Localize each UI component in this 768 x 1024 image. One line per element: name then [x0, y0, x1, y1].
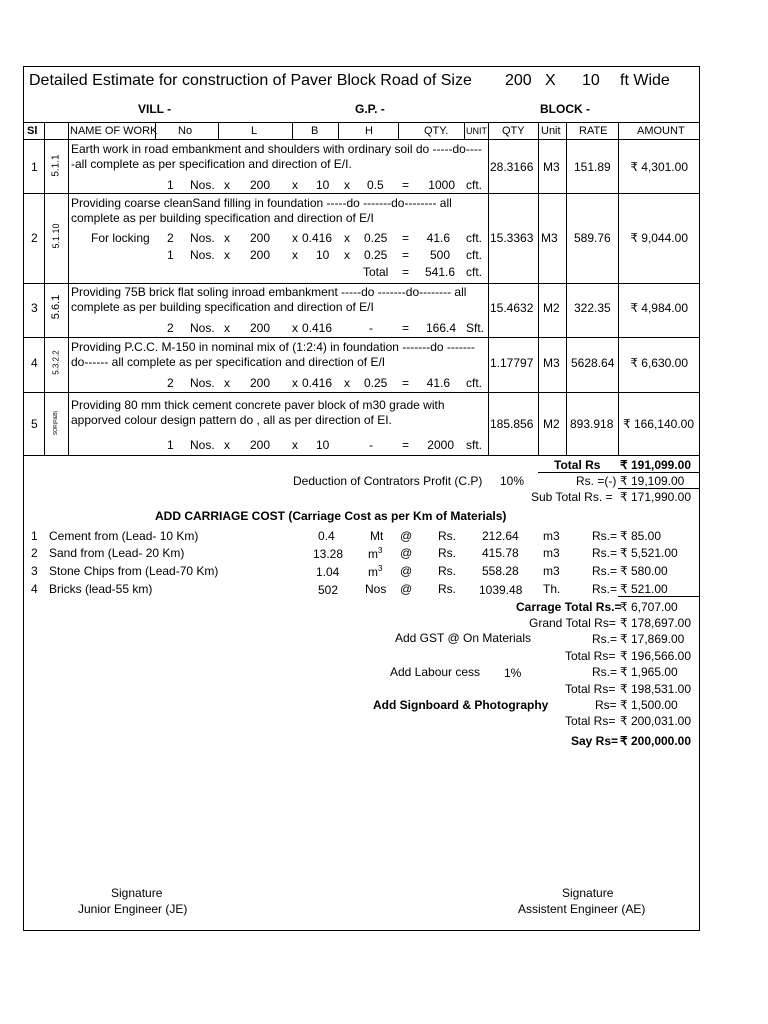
- measure-nos: Nos.: [190, 321, 215, 335]
- size-separator: X: [545, 72, 556, 89]
- measure-x: x: [224, 231, 230, 245]
- measure-x: x: [292, 438, 298, 452]
- measure-qty: 166.4: [425, 321, 456, 335]
- carriage-rs2: Rs.=: [592, 582, 618, 596]
- measure-x: x: [344, 248, 350, 262]
- carriage-at: @: [400, 564, 413, 578]
- header-no: No: [178, 125, 193, 137]
- measure-unit: cft.: [466, 248, 483, 262]
- header-qty: QTY.: [424, 125, 449, 137]
- carriage-value: ₹ 5,521.00: [620, 546, 678, 560]
- item-rate: 893.918: [570, 417, 614, 431]
- measure-x: x: [292, 231, 298, 245]
- labour-cess-pct: 1%: [504, 666, 522, 680]
- item-unit: M3: [543, 356, 560, 370]
- measure-no: 2: [167, 376, 174, 390]
- item-sl: 4: [31, 356, 38, 370]
- carriage-rate: 415.78: [482, 546, 519, 560]
- measure-no: 1: [167, 178, 174, 192]
- measure-x: x: [292, 248, 298, 262]
- measure-l: 200: [250, 321, 271, 335]
- measure-nos: Nos.: [190, 178, 215, 192]
- carriage-rs2: Rs.=: [592, 529, 618, 543]
- header-sl: Sl: [27, 125, 38, 137]
- measure-nos: Nos.: [190, 248, 215, 262]
- item-desc-line2: do------ all complete as per specification and direction of E/I: [71, 355, 386, 369]
- measure-unit: cft.: [466, 376, 483, 390]
- measure-total-label: Total: [363, 265, 389, 279]
- carriage-qty: 0.4: [318, 529, 335, 543]
- item-code: 5.1.1: [50, 154, 62, 177]
- grand-total-label: Grand Total Rs=: [529, 616, 616, 630]
- total-3-value: ₹ 200,031.00: [620, 714, 692, 728]
- measure-b: 0.416: [302, 376, 333, 390]
- measure-qty: 1000: [428, 178, 455, 192]
- carriage-at: @: [400, 529, 413, 543]
- labour-cess-label: Add Labour cess: [390, 665, 481, 679]
- item-unit: M3: [541, 231, 558, 245]
- carriage-name: Stone Chips from (Lead-70 Km): [49, 564, 219, 578]
- gst-value: ₹ 17,869.00: [620, 632, 685, 646]
- item-rate: 151.89: [574, 160, 611, 174]
- signboard-label: Add Signboard & Photography: [373, 698, 549, 712]
- item-desc-line1: Earth work in road embankment and shoulders with ordinary soil do -----do----: [71, 142, 482, 156]
- road-width: 10: [582, 72, 600, 89]
- item-rate: 5628.64: [571, 356, 615, 370]
- block-label: BLOCK -: [540, 102, 590, 116]
- carriage-rate: 212.64: [482, 529, 519, 543]
- measure-x: x: [344, 376, 350, 390]
- carriage-qty: 13.28: [313, 547, 344, 561]
- say-value: ₹ 200,000.00: [620, 734, 692, 748]
- measure-x: x: [292, 178, 298, 192]
- deduction-rs: Rs. =(-): [576, 474, 617, 488]
- carriage-unit: $m^3$: [368, 564, 383, 579]
- assistant-engineer-label: Assistent Engineer (AE): [518, 902, 646, 916]
- measure-qty: 2000: [427, 438, 454, 452]
- carriage-qty: 502: [318, 583, 339, 597]
- item-desc-line2: apporved colour design pattern do , all as per direction of EI.: [71, 413, 392, 427]
- measure-unit: cft.: [466, 265, 483, 279]
- measure-no: 1: [167, 438, 174, 452]
- item-amount: ₹ 4,301.00: [630, 160, 688, 174]
- measure-x: x: [292, 376, 298, 390]
- carriage-sl: 4: [31, 582, 38, 596]
- item-qty: 28.3166: [490, 160, 534, 174]
- carriage-unit2: m3: [543, 546, 560, 560]
- measure-l: 200: [250, 376, 271, 390]
- total-2-value: ₹ 198,531.00: [620, 682, 692, 696]
- header-h: H: [365, 125, 373, 137]
- deduction-label: Deduction of Contrators Profit (C.P): [293, 474, 483, 488]
- item-desc-line1: Providing 75B brick flat soling inroad embankment -----do -------do-------- all: [71, 285, 467, 299]
- carriage-unit2: Th.: [543, 582, 561, 596]
- deduction-pct: 10%: [500, 474, 525, 488]
- measure-nos: Nos.: [190, 438, 215, 452]
- measure-h: 0.25: [364, 248, 388, 262]
- item-code: SOR(R&B): [53, 410, 59, 436]
- labour-cess-value: ₹ 1,965.00: [620, 665, 678, 679]
- carriage-rs2: Rs.=: [592, 564, 618, 578]
- road-length: 200: [505, 72, 532, 89]
- header-b: B: [311, 125, 319, 137]
- measure-eq: =: [402, 376, 410, 390]
- measure-eq: =: [402, 231, 410, 245]
- measure-b: 10: [316, 438, 330, 452]
- measure-x: x: [224, 178, 230, 192]
- measure-l: 200: [250, 178, 271, 192]
- item-amount: ₹ 166,140.00: [622, 417, 694, 431]
- item-sl: 1: [31, 160, 38, 174]
- measure-b: 0.416: [302, 231, 333, 245]
- carriage-name: Cement from (Lead- 10 Km): [49, 529, 199, 543]
- measure-unit: sft.: [466, 438, 483, 452]
- item-qty: 15.4632: [490, 301, 534, 315]
- item-sl: 2: [31, 231, 38, 245]
- carriage-total-label: Carrage Total Rs.=: [516, 600, 622, 614]
- measure-qty: 500: [429, 248, 450, 262]
- measure-no: 2: [167, 321, 174, 335]
- carriage-sl: 3: [31, 564, 38, 578]
- item-unit: M2: [543, 301, 560, 315]
- carriage-name: Bricks (lead-55 km): [49, 582, 153, 596]
- deduction-value: ₹ 19,109.00: [620, 474, 685, 488]
- vill-label: VILL -: [138, 102, 172, 116]
- item-rate: 322.35: [574, 301, 611, 315]
- signboard-rs: Rs=: [595, 698, 617, 712]
- measure-h: 0.5: [367, 178, 384, 192]
- measure-l: 200: [250, 248, 271, 262]
- item-qty: 1.17797: [490, 356, 534, 370]
- item-amount: ₹ 4,984.00: [630, 301, 688, 315]
- left-signature-label: Signature: [111, 886, 163, 900]
- labour-cess-rs: Rs.=: [592, 665, 618, 679]
- item-qty: 185.856: [490, 417, 534, 431]
- measure-x: x: [292, 321, 298, 335]
- junior-engineer-label: Junior Engineer (JE): [78, 902, 188, 916]
- grand-total-value: ₹ 178,697.00: [620, 616, 692, 630]
- subtotal-value: ₹ 171,990.00: [620, 490, 692, 504]
- carriage-name: Sand from (Lead- 20 Km): [49, 546, 185, 560]
- right-signature-label: Signature: [562, 886, 614, 900]
- item-rate: 589.76: [574, 231, 611, 245]
- measure-qty: 41.6: [426, 376, 450, 390]
- carriage-rate: 1039.48: [479, 583, 523, 597]
- carriage-qty: 1.04: [316, 565, 340, 579]
- item-code: 5.3.2.2: [51, 350, 61, 375]
- carriage-rs: Rs.: [438, 582, 456, 596]
- measure-h: -: [369, 438, 373, 452]
- measure-unit: cft.: [466, 231, 483, 245]
- gst-rs: Rs.=: [592, 632, 618, 646]
- carriage-total-value: ₹ 6,707.00: [620, 600, 678, 614]
- item-desc-line2: -all complete as per specification and direction of E/I.: [71, 157, 352, 171]
- carriage-unit: $m^3$: [368, 546, 383, 561]
- carriage-rs: Rs.: [438, 529, 456, 543]
- measure-eq: =: [402, 178, 410, 192]
- header-qty2: QTY: [502, 125, 525, 137]
- header-amount: AMOUNT: [637, 125, 685, 137]
- item-desc-line1: Providing 80 mm thick cement concrete paver block of m30 grade with: [71, 398, 445, 412]
- header-name-of-work: NAME OF WORK: [70, 125, 158, 137]
- measure-eq: =: [402, 265, 410, 279]
- measure-x: x: [224, 248, 230, 262]
- carriage-heading: ADD CARRIAGE COST (Carriage Cost as per Km of Materials): [155, 509, 507, 523]
- carriage-rs: Rs.: [438, 564, 456, 578]
- measure-unit: cft.: [466, 178, 483, 192]
- carriage-value: ₹ 580.00: [620, 564, 668, 578]
- measure-no: 1: [167, 248, 174, 262]
- measure-b: 10: [316, 248, 330, 262]
- header-l: L: [251, 125, 258, 137]
- total-value: ₹ 191,099.00: [620, 458, 692, 472]
- carriage-rate: 558.28: [482, 564, 519, 578]
- measure-x: x: [224, 438, 230, 452]
- signboard-value: ₹ 1,500.00: [620, 698, 678, 712]
- measure-unit: Sft.: [466, 321, 485, 335]
- total-3-label: Total Rs=: [565, 714, 616, 728]
- item-desc-line1: Providing coarse cleanSand filling in foundation -----do -------do-------- all: [71, 196, 452, 210]
- measure-qty: 41.6: [426, 231, 450, 245]
- carriage-sl: 2: [31, 546, 38, 560]
- header-unit2: Unit: [541, 125, 561, 137]
- item-amount: ₹ 9,044.00: [630, 231, 688, 245]
- item-desc-line1: Providing P.C.C. M-150 in nominal mix of (1:2:4) in foundation -------do -------: [71, 340, 475, 354]
- total-1-value: ₹ 196,566.00: [620, 649, 692, 663]
- item-code: 5.6.1: [50, 294, 62, 320]
- item-unit: M3: [543, 160, 560, 174]
- item-code: 5.1.10: [51, 223, 61, 249]
- gst-label: Add GST @ On Materials: [395, 631, 532, 645]
- carriage-unit: Mt: [370, 529, 384, 543]
- measure-b: 0.416: [302, 321, 333, 335]
- measure-h: -: [369, 321, 373, 335]
- measure-x: x: [224, 376, 230, 390]
- measure-h: 0.25: [364, 231, 388, 245]
- carriage-value: ₹ 85.00: [620, 529, 661, 543]
- carriage-unit2: m3: [543, 564, 560, 578]
- measure-x: x: [224, 321, 230, 335]
- measure-l: 200: [250, 438, 271, 452]
- gp-label: G.P. -: [355, 102, 385, 116]
- item-desc-line2: complete as per building specification and direction of E/I: [71, 300, 374, 314]
- measure-total: 541.6: [424, 265, 455, 279]
- item-sl: 5: [31, 417, 38, 431]
- carriage-value: ₹ 521.00: [620, 582, 668, 596]
- measure-l: 200: [250, 231, 271, 245]
- subtotal-label: Sub Total Rs. =: [531, 490, 613, 504]
- total-1-label: Total Rs=: [565, 649, 616, 663]
- carriage-rs2: Rs.=: [592, 546, 618, 560]
- measure-b: 10: [316, 178, 330, 192]
- measure-label: For locking: [91, 231, 150, 245]
- header-unit: UNIT: [466, 126, 487, 136]
- carriage-unit: Nos: [365, 582, 387, 596]
- item-sl: 3: [31, 301, 38, 315]
- item-amount: ₹ 6,630.00: [630, 356, 688, 370]
- measure-eq: =: [402, 321, 410, 335]
- carriage-at: @: [400, 582, 413, 596]
- measure-eq: =: [402, 248, 410, 262]
- total-2-label: Total Rs=: [565, 682, 616, 696]
- width-unit: ft Wide: [620, 72, 670, 89]
- measure-nos: Nos.: [190, 376, 215, 390]
- document-title: Detailed Estimate for construction of Paver Block Road of Size: [29, 72, 472, 89]
- carriage-at: @: [400, 546, 413, 560]
- measure-x: x: [344, 231, 350, 245]
- item-desc-line2: complete as per building specification and direction of E/I: [71, 211, 374, 225]
- carriage-unit2: m3: [543, 529, 560, 543]
- item-qty: 15.3363: [490, 231, 534, 245]
- header-rate: RATE: [579, 125, 608, 137]
- item-unit: M2: [543, 417, 560, 431]
- carriage-sl: 1: [31, 529, 38, 543]
- measure-no: 2: [167, 231, 174, 245]
- measure-x: x: [344, 178, 350, 192]
- total-label: Total Rs: [554, 458, 601, 472]
- say-label: Say Rs=: [571, 734, 619, 748]
- carriage-rs: Rs.: [438, 546, 456, 560]
- measure-eq: =: [402, 438, 410, 452]
- measure-nos: Nos.: [190, 231, 215, 245]
- measure-h: 0.25: [364, 376, 388, 390]
